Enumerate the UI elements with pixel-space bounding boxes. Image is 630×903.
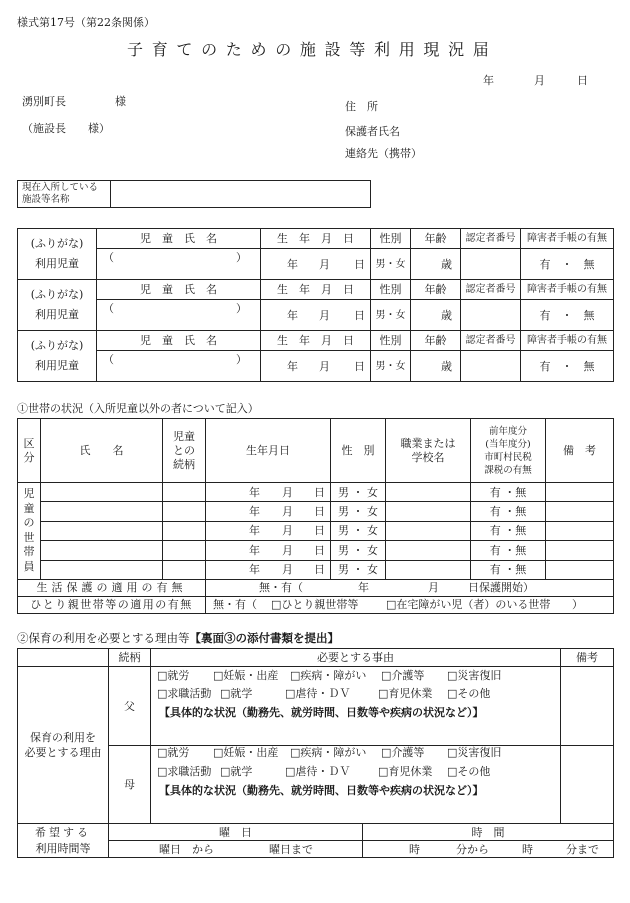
household-header-row xyxy=(18,419,614,483)
member-name-field[interactable] xyxy=(41,483,163,502)
member-sex-options[interactable]: 男 ・ 女 xyxy=(331,502,386,521)
reason-side-label: 保育の利用を 必要とする理由 xyxy=(18,667,109,824)
father-option-pregnancy[interactable]: □妊娠・出産 xyxy=(213,669,279,682)
paren-open: （ xyxy=(103,250,114,264)
father-option-school[interactable]: □就学 xyxy=(220,687,253,700)
child-certification-field[interactable] xyxy=(461,351,521,382)
child-disability-options[interactable]: 有 ・ 無 xyxy=(521,300,614,331)
year-label: 年 xyxy=(249,524,260,538)
remarks-header: 備 考 xyxy=(546,419,614,483)
member-sex-options[interactable]: 男 ・ 女 xyxy=(331,560,386,579)
mother-option-school[interactable]: □就学 xyxy=(220,765,253,778)
reason-header: 必要とする事由 xyxy=(151,649,561,667)
current-facility-label: 現在入所している 施設等名称 xyxy=(18,181,111,208)
child-birth-date-header: 生 年 月 日 xyxy=(261,280,371,300)
father-option-other[interactable]: □その他 xyxy=(447,687,491,700)
childcare-reason-note: 【裏面③の添付書類を提出】 xyxy=(189,631,339,645)
child-3-data-row xyxy=(18,351,614,382)
child-age-field[interactable] xyxy=(411,249,461,280)
child-certification-header: 認定者番号 xyxy=(461,229,521,249)
day-of-week-header: 曜 日 xyxy=(109,824,363,841)
welfare-day-suffix: 日保護開始） xyxy=(468,581,534,595)
mother-option-caregiving[interactable]: □介護等 xyxy=(381,746,425,759)
child-1-data-row xyxy=(18,249,614,280)
mother-option-job-seeking[interactable]: □求職活動 xyxy=(157,765,212,778)
day-label: 日 xyxy=(314,524,325,538)
furigana-label: (ふりがな) xyxy=(30,288,84,301)
child-sex-header: 性別 xyxy=(371,280,411,300)
father-option-illness[interactable]: □疾病・障がい xyxy=(290,669,367,682)
child-age-field[interactable] xyxy=(411,300,461,331)
mother-relationship: 母 xyxy=(109,746,151,824)
member-tax-options[interactable]: 有 ・無 xyxy=(471,502,546,521)
reason-corner-cell xyxy=(18,649,109,667)
month-label: 月 xyxy=(282,563,293,577)
member-relationship-field[interactable] xyxy=(163,560,206,579)
child-1-row-label xyxy=(18,229,97,280)
age-unit: 歳 xyxy=(441,308,452,322)
member-relationship-field[interactable] xyxy=(163,521,206,540)
child-2-header-row xyxy=(18,280,614,300)
month-label: 月 xyxy=(282,505,293,519)
addressee-honorific: 様 xyxy=(115,95,126,108)
address-label: 住 所 xyxy=(345,100,378,113)
child-sex-header: 性別 xyxy=(371,331,411,351)
welfare-options[interactable]: 無・有（ xyxy=(259,581,303,595)
member-occupation-field[interactable] xyxy=(386,560,471,579)
child-disability-header: 障害者手帳の有無 xyxy=(521,229,614,249)
welfare-year-label: 年 xyxy=(358,581,369,595)
date-day-label: 日 xyxy=(577,74,588,87)
household-member-row xyxy=(18,560,614,579)
mother-option-illness[interactable]: □疾病・障がい xyxy=(290,746,367,759)
child-name-header: 児 童 氏 名 xyxy=(97,229,261,249)
guardian-name-label: 保護者氏名 xyxy=(345,125,400,138)
child-name-field[interactable] xyxy=(97,249,261,280)
facility-head-addressee: （施設長 様） xyxy=(22,122,110,135)
month-label: 月 xyxy=(282,543,293,557)
member-relationship-field[interactable] xyxy=(163,483,206,502)
schedule-header-row xyxy=(18,824,614,841)
child-birth-date-field[interactable] xyxy=(261,300,371,331)
child-sex-options[interactable]: 男・女 xyxy=(371,351,411,382)
single-parent-options[interactable]: 無・有（ xyxy=(213,598,257,612)
member-name-field[interactable] xyxy=(41,541,163,560)
member-birth-date-field[interactable] xyxy=(206,560,331,579)
paren-close: ） xyxy=(236,301,247,315)
hour-to-label: 時 xyxy=(522,842,533,856)
single-parent-household-checkbox[interactable]: □ひとり親世帯等 xyxy=(271,598,359,612)
household-member-row xyxy=(18,541,614,560)
sex-header: 性 別 xyxy=(331,419,386,483)
child-disability-header: 障害者手帳の有無 xyxy=(521,331,614,351)
child-name-field[interactable] xyxy=(97,351,261,382)
child-age-header: 年齢 xyxy=(411,229,461,249)
child-age-field[interactable] xyxy=(411,351,461,382)
child-disability-options[interactable]: 有 ・ 無 xyxy=(521,351,614,382)
mother-details-label: 【具体的な状況（勤務先、就労時間、日数等や疾病の状況など）】 xyxy=(159,784,484,797)
member-occupation-field[interactable] xyxy=(386,502,471,521)
year-label: 年 xyxy=(249,485,260,499)
single-parent-label: ひとり親世帯等の適用の有無 xyxy=(18,596,206,613)
day-label: 日 xyxy=(314,485,325,499)
mother-option-parental-leave[interactable]: □育児休業 xyxy=(378,765,433,778)
father-reason-cell xyxy=(151,667,561,746)
month-label: 月 xyxy=(319,308,330,322)
member-occupation-field[interactable] xyxy=(386,541,471,560)
member-sex-options[interactable]: 男 ・ 女 xyxy=(331,521,386,540)
child-3-header-row xyxy=(18,331,614,351)
child-birth-date-field[interactable] xyxy=(261,249,371,280)
current-facility-field[interactable] xyxy=(111,181,371,208)
member-remarks-field[interactable] xyxy=(546,483,614,502)
member-remarks-field[interactable] xyxy=(546,541,614,560)
father-details-label: 【具体的な状況（勤務先、就労時間、日数等や疾病の状況など）】 xyxy=(159,706,484,719)
child-name-field[interactable] xyxy=(97,300,261,331)
month-label: 月 xyxy=(282,524,293,538)
day-from-label: 曜日 から xyxy=(159,842,214,856)
year-label: 年 xyxy=(287,359,298,373)
month-label: 月 xyxy=(319,257,330,271)
child-certification-field[interactable] xyxy=(461,249,521,280)
current-facility-table xyxy=(17,180,371,208)
children-table xyxy=(17,228,614,382)
childcare-reason-title: ②保育の利用を必要とする理由等 xyxy=(17,631,190,645)
day-range-field[interactable] xyxy=(109,841,363,858)
schedule-label xyxy=(18,824,109,858)
disabled-member-household-checkbox[interactable]: □在宅障がい児（者）のいる世帯 xyxy=(386,598,551,612)
child-age-header: 年齢 xyxy=(411,331,461,351)
father-option-job-seeking[interactable]: □求職活動 xyxy=(157,687,212,700)
member-name-field[interactable] xyxy=(41,560,163,579)
month-label: 月 xyxy=(319,359,330,373)
furigana-label: (ふりがな) xyxy=(30,339,84,352)
child-disability-header: 障害者手帳の有無 xyxy=(521,280,614,300)
member-remarks-field[interactable] xyxy=(546,502,614,521)
reason-remarks-header: 備考 xyxy=(561,649,614,667)
child-2-data-row xyxy=(18,300,614,331)
reason-header-row xyxy=(18,649,614,667)
member-birth-date-field[interactable] xyxy=(206,541,331,560)
member-occupation-field[interactable] xyxy=(386,521,471,540)
member-name-field[interactable] xyxy=(41,502,163,521)
single-parent-row xyxy=(18,596,614,613)
occupation-header: 職業または 学校名 xyxy=(386,419,471,483)
furigana-label: (ふりがな) xyxy=(30,237,84,250)
single-parent-field[interactable] xyxy=(206,596,614,613)
child-birth-date-field[interactable] xyxy=(261,351,371,382)
father-option-caregiving[interactable]: □介護等 xyxy=(381,669,425,682)
category-header: 区 分 xyxy=(18,419,41,483)
paren-open: （ xyxy=(103,301,114,315)
time-range-field[interactable] xyxy=(363,841,614,858)
child-label: 利用児童 xyxy=(35,359,79,372)
mother-remarks-field[interactable] xyxy=(561,746,614,824)
member-remarks-field[interactable] xyxy=(546,521,614,540)
child-3-row-label xyxy=(18,331,97,382)
member-name-header: 氏 名 xyxy=(41,419,163,483)
mother-option-pregnancy[interactable]: □妊娠・出産 xyxy=(213,746,279,759)
child-sex-options[interactable]: 男・女 xyxy=(371,300,411,331)
day-to-label: 曜日まで xyxy=(269,842,313,856)
minute-to-label: 分まで xyxy=(566,842,599,856)
paren-close: ） xyxy=(236,352,247,366)
member-sex-options[interactable]: 男 ・ 女 xyxy=(331,483,386,502)
paren-close: ） xyxy=(236,250,247,264)
member-tax-options[interactable]: 有 ・無 xyxy=(471,541,546,560)
reason-relationship-header: 続柄 xyxy=(109,649,151,667)
relationship-header: 児童 との 続柄 xyxy=(163,419,206,483)
mother-option-disaster[interactable]: □災害復旧 xyxy=(447,746,502,759)
schedule-label-line-2: 利用時間等 xyxy=(35,841,91,855)
member-birth-date-field[interactable] xyxy=(206,502,331,521)
member-remarks-field[interactable] xyxy=(546,560,614,579)
paren-open: （ xyxy=(103,352,114,366)
child-name-header: 児 童 氏 名 xyxy=(97,280,261,300)
member-birth-date-field[interactable] xyxy=(206,483,331,502)
mother-option-other[interactable]: □その他 xyxy=(447,765,491,778)
year-label: 年 xyxy=(249,543,260,557)
welfare-field[interactable] xyxy=(206,579,614,596)
single-parent-close-paren: ） xyxy=(572,598,583,612)
father-relationship: 父 xyxy=(109,667,151,746)
child-1-header-row xyxy=(18,229,614,249)
day-label: 日 xyxy=(354,257,365,271)
child-disability-options[interactable]: 有 ・ 無 xyxy=(521,249,614,280)
member-tax-options[interactable]: 有 ・無 xyxy=(471,483,546,502)
minute-from-label: 分から xyxy=(456,842,489,856)
child-birth-date-header: 生 年 月 日 xyxy=(261,331,371,351)
child-certification-header: 認定者番号 xyxy=(461,280,521,300)
tax-status-header: 前年度分 (当年度分) 市町村民税 課税の有無 xyxy=(471,419,546,483)
member-relationship-field[interactable] xyxy=(163,541,206,560)
member-name-field[interactable] xyxy=(41,521,163,540)
day-label: 日 xyxy=(314,505,325,519)
child-2-row-label xyxy=(18,280,97,331)
child-label: 利用児童 xyxy=(35,308,79,321)
hour-from-label: 時 xyxy=(409,842,420,856)
day-label: 日 xyxy=(314,543,325,557)
child-sex-header: 性別 xyxy=(371,229,411,249)
child-birth-date-header: 生 年 月 日 xyxy=(261,229,371,249)
welfare-month-label: 月 xyxy=(428,581,439,595)
welfare-label: 生活保護の適用の有無 xyxy=(18,579,206,596)
childcare-reason-section xyxy=(17,632,339,645)
date-year-label: 年 xyxy=(483,74,494,87)
member-tax-options[interactable]: 有 ・無 xyxy=(471,560,546,579)
mother-option-employment[interactable]: □就労 xyxy=(157,746,190,759)
mother-option-abuse[interactable]: □虐待・ＤＶ xyxy=(285,765,351,778)
age-unit: 歳 xyxy=(441,359,452,373)
household-members-label: 児 童 の 世 帯 員 xyxy=(18,483,41,580)
addressee-mayor: 湧別町長 xyxy=(22,95,66,108)
father-option-disaster[interactable]: □災害復旧 xyxy=(447,669,502,682)
form-number: 様式第17号（第22条関係） xyxy=(17,16,155,29)
schedule-label-line-1: 希望する xyxy=(35,825,91,839)
member-occupation-field[interactable] xyxy=(386,483,471,502)
month-label: 月 xyxy=(282,485,293,499)
childcare-reason-table xyxy=(17,648,614,858)
age-unit: 歳 xyxy=(441,257,452,271)
household-table xyxy=(17,418,614,614)
child-name-header: 児 童 氏 名 xyxy=(97,331,261,351)
member-relationship-field[interactable] xyxy=(163,502,206,521)
child-certification-field[interactable] xyxy=(461,300,521,331)
mother-reason-cell xyxy=(151,746,561,824)
welfare-row xyxy=(18,579,614,596)
father-remarks-field[interactable] xyxy=(561,667,614,746)
year-label: 年 xyxy=(287,257,298,271)
birth-date-header: 生年月日 xyxy=(206,419,331,483)
child-label: 利用児童 xyxy=(35,257,79,270)
child-certification-header: 認定者番号 xyxy=(461,331,521,351)
day-label: 日 xyxy=(354,308,365,322)
father-option-parental-leave[interactable]: □育児休業 xyxy=(378,687,433,700)
member-tax-options[interactable]: 有 ・無 xyxy=(471,521,546,540)
father-option-employment[interactable]: □就労 xyxy=(157,669,190,682)
member-birth-date-field[interactable] xyxy=(206,521,331,540)
year-label: 年 xyxy=(287,308,298,322)
father-row xyxy=(18,667,614,746)
child-age-header: 年齢 xyxy=(411,280,461,300)
date-month-label: 月 xyxy=(534,74,545,87)
household-member-row xyxy=(18,483,614,502)
year-label: 年 xyxy=(249,505,260,519)
father-option-abuse[interactable]: □虐待・ＤＶ xyxy=(285,687,351,700)
time-header: 時 間 xyxy=(363,824,614,841)
day-label: 日 xyxy=(354,359,365,373)
household-member-row xyxy=(18,502,614,521)
year-label: 年 xyxy=(249,563,260,577)
child-sex-options[interactable]: 男・女 xyxy=(371,249,411,280)
household-member-row xyxy=(18,521,614,540)
day-label: 日 xyxy=(314,563,325,577)
contact-label: 連絡先（携帯） xyxy=(345,147,422,160)
page-title: 子育てのための施設等利用現況届 xyxy=(127,40,498,59)
household-section-title: ①世帯の状況（入所児童以外の者について記入） xyxy=(17,402,259,415)
member-sex-options[interactable]: 男 ・ 女 xyxy=(331,541,386,560)
